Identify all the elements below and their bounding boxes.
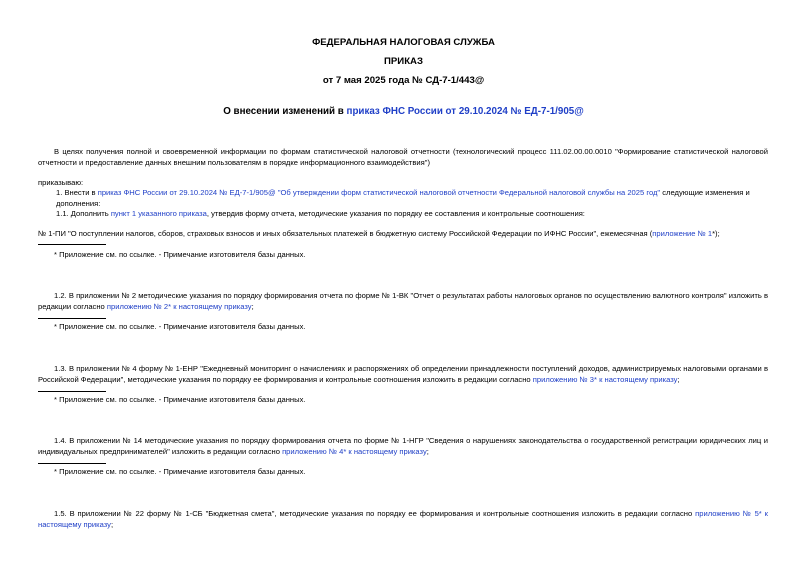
doc-type-heading: ПРИКАЗ	[384, 56, 423, 67]
title-link[interactable]: приказ ФНС России от 29.10.2024 № ЕД-7-1/905@	[346, 106, 584, 117]
footnote-separator	[38, 391, 106, 392]
footnote-separator	[38, 318, 106, 319]
footnote-4: * Приложение см. по ссылке. - Примечание изготовителя базы данных.	[54, 467, 306, 476]
page-title	[0, 106, 807, 117]
order-word: приказываю:	[38, 178, 84, 187]
p12-link[interactable]: приложению № 2* к настоящему приказу	[106, 301, 252, 311]
footnote-separator	[38, 463, 106, 464]
p13-prefix: 1.3. В приложении № 4 форму № 1-ЕНР "Ежедневный мониторинг о начислениях и распоряжениях об определении принадлежности поступлений доходов, администрируемых налоговыми органами в Российской Федерации", методические указания по порядку ее формирования и контрольные соотношения изложить в редакции согласно	[38, 364, 768, 384]
form-1-pi-line	[38, 229, 778, 240]
p1-link[interactable]: приказ ФНС России от 29.10.2024 № ЕД-7-1/905@ "Об утверждении форм статистической налоговой отчетности Федеральной налоговой службы на 2025 год"	[97, 188, 661, 197]
footnote-3: * Приложение см. по ссылке. - Примечание изготовителя базы данных.	[54, 395, 306, 404]
p15-suffix: ;	[110, 519, 114, 529]
p1-prefix: 1. Внести в	[56, 188, 98, 197]
p11-prefix: 1.1. Дополнить	[56, 209, 111, 218]
p14-suffix: ;	[426, 446, 429, 456]
footnote-separator	[38, 244, 106, 245]
p12-suffix: ;	[251, 301, 254, 311]
p13-suffix: ;	[677, 374, 680, 384]
p11-link[interactable]: пункт 1 указанного приказа	[110, 209, 207, 218]
p13-link[interactable]: приложению № 3* к настоящему приказу	[532, 374, 678, 384]
p1-suffix: следующие изменения и дополнения:	[56, 188, 750, 208]
doc-date-number: от 7 мая 2025 года № СД-7-1/443@	[322, 75, 485, 86]
footnote-2: * Приложение см. по ссылке. - Примечание изготовителя базы данных.	[54, 322, 306, 331]
p14-link[interactable]: приложению № 4* к настоящему приказу	[282, 446, 427, 456]
form-prefix: № 1-ПИ "О поступлении налогов, сборов, страховых взносов и иных обязательных платежей в бюджетную систему Российской Федерации по ИФНС России", ежемесячная (	[38, 229, 653, 238]
paragraph-1-4	[38, 436, 768, 457]
form-suffix: *);	[712, 229, 720, 238]
paragraph-1	[56, 188, 768, 209]
title-prefix: О внесении изменений в	[223, 106, 347, 117]
paragraph-1-5	[38, 509, 768, 530]
p11-suffix: , утвердив форму отчета, методические указания по порядку ее составления и контрольные соотношения:	[206, 209, 585, 218]
footnote-1: * Приложение см. по ссылке. - Примечание изготовителя базы данных.	[54, 250, 306, 259]
p15-link[interactable]: приложению № 5* к настоящему приказу	[38, 509, 768, 529]
paragraph-1-3	[38, 364, 768, 385]
p15-prefix: 1.5. В приложении № 22 форму № 1-СБ "Бюджетная смета", методические указания по порядку ее формирования и контрольные соотношения изложить в редакции согласно	[54, 509, 696, 518]
paragraph-1-2	[38, 291, 768, 312]
intro-paragraph: В целях получения полной и своевременной информации по формам статистической налоговой отчетности (технологический процесс 111.02.00.00.0010 "Формирование статистической налоговой отчетности и предоставление данных внешним пользователям в порядке информационного взаимодействия")	[38, 147, 768, 167]
paragraph-1-1	[56, 209, 768, 220]
p12-prefix: 1.2. В приложении № 2 методические указания по порядку формирования отчета по форме № 1-ВК "Отчет о результатах работы налоговых органов по осуществлению валютного контроля" изложить в редакции согласно	[38, 291, 768, 311]
p14-prefix: 1.4. В приложении № 14 методические указания по порядку формирования отчета по форме № 1-НГР "Сведения о нарушениях законодательства о государственной регистрации юридических лиц и индивидуальных предпринимателей" изложить в редакции согласно	[38, 436, 768, 456]
agency-heading: ФЕДЕРАЛЬНАЯ НАЛОГОВАЯ СЛУЖБА	[312, 37, 495, 48]
form-link[interactable]: приложение № 1	[652, 229, 713, 238]
